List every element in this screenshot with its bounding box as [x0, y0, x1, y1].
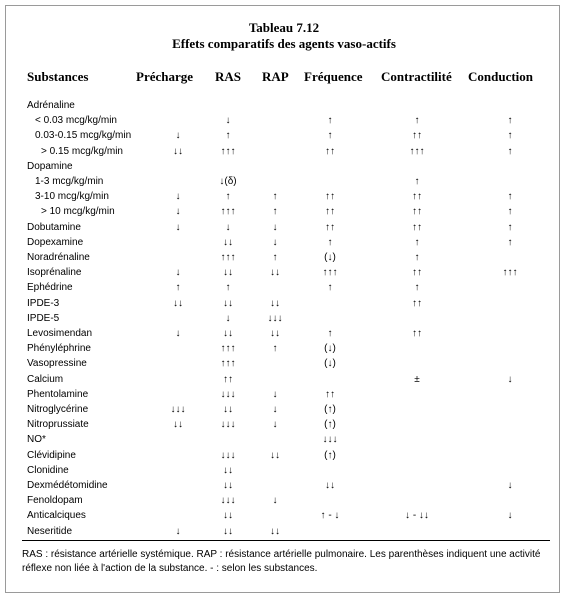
cell-contractilite: ↑↑ [412, 297, 422, 309]
cell-ras: ↑↑↑ [220, 343, 236, 355]
cell-ras: ↑ [225, 130, 231, 142]
cell-conduction: ↑ [507, 236, 513, 248]
footnote-line-1: RAS : résistance artérielle systémique. RAP : résistance artérielle pulmonaire. Les parenthèses indiquent une activité [22, 549, 541, 560]
cell-precharge: ↓ [175, 328, 181, 339]
cell-rap: ↓↓ [270, 449, 280, 461]
table-row [0, 235, 568, 250]
footnote-divider [22, 540, 550, 541]
footnote-line-2: réflexe non liée à l'action de la substance. - : selon les substances. [22, 563, 318, 574]
substance-name: Adrénaline [27, 100, 75, 111]
substance-name: > 10 mcg/kg/min [41, 206, 115, 218]
cell-ras: ↓↓ [223, 328, 233, 339]
substance-name: Phentolamine [27, 388, 89, 400]
substance-name: IPDE-5 [27, 312, 60, 324]
cell-conduction: ↑ [507, 206, 513, 218]
substance-name: 0.03-0.15 mcg/kg/min [35, 130, 132, 142]
cell-frequence: ↑ [327, 236, 333, 248]
cell-contractilite: ↑↑ [412, 130, 422, 142]
cell-ras: ↓(δ) [219, 176, 237, 187]
substance-name: Vasopressine [27, 358, 87, 370]
cell-ras: ↓ [225, 221, 231, 233]
cell-precharge: ↓↓ [173, 145, 183, 157]
cell-precharge: ↓ [175, 221, 181, 233]
cell-ras: ↓ [225, 115, 231, 127]
table-row [0, 204, 568, 219]
cell-ras: ↑ [225, 191, 231, 203]
cell-frequence: (↓) [324, 358, 336, 370]
table-row [0, 448, 568, 463]
table-row [0, 220, 568, 235]
substance-name: NO* [27, 434, 46, 446]
cell-frequence: ↑↑ [325, 191, 335, 203]
cell-rap: ↑ [272, 191, 278, 203]
cell-ras: ↓↓↓ [220, 388, 236, 400]
substance-name: 1-3 mcg/kg/min [35, 176, 104, 187]
substance-name: < 0.03 mcg/kg/min [35, 115, 117, 127]
cell-contractilite: ↑ [414, 115, 420, 127]
cell-ras: ↑↑ [223, 373, 233, 385]
cell-contractilite: ↑↑↑ [409, 145, 425, 157]
cell-rap: ↓↓ [270, 525, 280, 537]
substance-name: Ephédrine [27, 282, 73, 294]
substance-name: Nitroprussiate [27, 419, 89, 431]
cell-precharge: ↓ [175, 267, 181, 279]
cell-rap: ↓ [272, 388, 278, 400]
header-frequence: Fréquence [304, 69, 363, 84]
cell-precharge: ↑ [175, 282, 181, 294]
substance-name: Neseritide [27, 525, 73, 537]
cell-frequence: (↑) [324, 404, 336, 415]
cell-ras: ↓↓ [223, 510, 233, 522]
cell-ras: ↑↑↑ [220, 206, 236, 218]
cell-conduction: ↑↑↑ [502, 267, 518, 279]
substance-name: Nitroglycérine [27, 404, 89, 415]
footnote [22, 548, 542, 576]
substance-name: Dopamine [27, 160, 73, 172]
cell-frequence: ↓↓↓ [322, 434, 338, 446]
substance-name: 3-10 mcg/kg/min [35, 191, 109, 203]
cell-rap: ↑ [272, 252, 278, 263]
substance-name: Noradrénaline [27, 252, 90, 263]
table-title: Tableau 7.12 [248, 20, 320, 35]
substance-name: Clévidipine [27, 449, 76, 461]
substance-name: > 0.15 mcg/kg/min [41, 145, 123, 157]
cell-ras: ↑ [225, 282, 231, 294]
substance-name: Dopexamine [27, 236, 84, 248]
cell-frequence: (↓) [324, 343, 336, 355]
table-row [0, 159, 568, 174]
table-row [0, 326, 568, 341]
cell-contractilite: ↑↑ [412, 221, 422, 233]
table-row [0, 113, 568, 128]
table-row [0, 189, 568, 204]
cell-frequence: ↑↑ [325, 221, 335, 233]
table-row [0, 128, 568, 143]
cell-contractilite: ↑ [414, 252, 420, 263]
table-row [0, 265, 568, 280]
cell-contractilite: ↑↑ [412, 206, 422, 218]
table-row [0, 341, 568, 356]
substance-name: Clonidine [27, 464, 69, 476]
cell-conduction: ↑ [507, 130, 513, 142]
table-row [0, 387, 568, 402]
cell-frequence: ↑↑ [325, 145, 335, 157]
cell-ras: ↓↓ [223, 525, 233, 537]
cell-frequence: ↑↑ [325, 206, 335, 218]
table-row [0, 508, 568, 523]
table-row [0, 98, 568, 113]
substance-name: Phényléphrine [27, 343, 91, 355]
header-precharge: Précharge [136, 69, 194, 84]
cell-contractilite: ↑ [414, 236, 420, 248]
cell-rap: ↑ [272, 343, 278, 355]
table-row [0, 144, 568, 159]
cell-rap: ↓↓ [270, 328, 280, 339]
cell-ras: ↓↓↓ [220, 495, 236, 507]
cell-rap: ↓ [272, 221, 278, 233]
cell-ras: ↓ [225, 312, 231, 324]
cell-ras: ↓↓ [223, 404, 233, 415]
cell-precharge: ↓ [175, 130, 181, 142]
cell-rap: ↑ [272, 206, 278, 218]
cell-contractilite: ↑↑ [412, 328, 422, 339]
cell-ras: ↑↑↑ [220, 145, 236, 157]
cell-ras: ↓↓ [223, 267, 233, 279]
cell-frequence: ↑↑ [325, 388, 335, 400]
cell-frequence: (↑) [324, 449, 336, 461]
header-ras: RAS [215, 69, 242, 84]
cell-conduction: ↑ [507, 115, 513, 127]
table-row [0, 524, 568, 539]
cell-rap: ↓ [272, 404, 278, 415]
cell-conduction: ↑ [507, 145, 513, 157]
cell-conduction: ↓ [507, 480, 513, 491]
cell-frequence: ↑ [327, 328, 333, 339]
table-subtitle: Effets comparatifs des agents vaso-actifs [172, 36, 396, 51]
cell-conduction: ↑ [507, 191, 513, 203]
cell-frequence: (↑) [324, 419, 336, 431]
cell-precharge: ↓↓ [173, 297, 183, 309]
cell-rap: ↓↓↓ [267, 312, 283, 324]
substance-name: Dobutamine [27, 221, 81, 233]
cell-contractilite: ↑ [414, 282, 420, 294]
substance-name: Isoprénaline [27, 267, 82, 279]
cell-conduction: ↑ [507, 221, 513, 233]
cell-contractilite: ↑↑ [412, 191, 422, 203]
cell-ras: ↓↓↓ [220, 449, 236, 461]
header-substances: Substances [27, 69, 89, 84]
cell-frequence: ↑ [327, 130, 333, 142]
cell-rap: ↓↓ [270, 297, 280, 309]
cell-frequence: ↑ - ↓ [320, 510, 340, 522]
cell-rap: ↓ [272, 236, 278, 248]
cell-precharge: ↓ [175, 525, 181, 537]
cell-ras: ↓↓ [223, 297, 233, 309]
cell-conduction: ↓ [507, 373, 513, 385]
substance-name: IPDE-3 [27, 297, 60, 309]
header-contractilite: Contractilité [381, 69, 452, 84]
table-row [0, 174, 568, 189]
cell-ras: ↑↑↑ [220, 358, 236, 370]
cell-ras: ↓↓ [223, 236, 233, 248]
cell-contractilite: ↑ [414, 176, 420, 187]
cell-frequence: ↑ [327, 115, 333, 127]
cell-rap: ↓ [272, 495, 278, 507]
cell-contractilite: ↓ - ↓↓ [405, 510, 429, 522]
table-row [0, 311, 568, 326]
cell-frequence: (↓) [324, 252, 336, 263]
cell-ras: ↓↓↓ [220, 419, 236, 431]
table-row [0, 478, 568, 493]
table-row [0, 280, 568, 295]
table-row [0, 417, 568, 432]
table-row [0, 356, 568, 371]
substance-name: Levosimendan [27, 328, 93, 339]
cell-precharge: ↓↓↓ [170, 404, 186, 415]
cell-precharge: ↓ [175, 206, 181, 218]
cell-ras: ↓↓ [223, 480, 233, 491]
cell-frequence: ↑ [327, 282, 333, 294]
substance-name: Dexmédétomidine [27, 480, 108, 491]
cell-ras: ↑↑↑ [220, 252, 236, 263]
substance-name: Calcium [27, 373, 64, 385]
cell-contractilite: ± [414, 373, 420, 385]
cell-conduction: ↓ [507, 510, 513, 522]
substance-name: Anticalciques [27, 510, 86, 522]
table-row [0, 432, 568, 447]
substance-name: Fenoldopam [27, 495, 83, 507]
cell-contractilite: ↑↑ [412, 267, 422, 279]
cell-rap: ↓↓ [270, 267, 280, 279]
table-row [0, 463, 568, 478]
table-row [0, 372, 568, 387]
table-row [0, 250, 568, 265]
cell-precharge: ↓ [175, 191, 181, 203]
cell-ras: ↓↓ [223, 464, 233, 476]
cell-precharge: ↓↓ [173, 419, 183, 431]
header-rap: RAP [262, 69, 289, 84]
cell-frequence: ↑↑↑ [322, 267, 338, 279]
header-conduction: Conduction [468, 69, 534, 84]
cell-frequence: ↓↓ [325, 480, 335, 491]
table-row [0, 296, 568, 311]
cell-rap: ↓ [272, 419, 278, 431]
table-row [0, 402, 568, 417]
table-row [0, 493, 568, 508]
